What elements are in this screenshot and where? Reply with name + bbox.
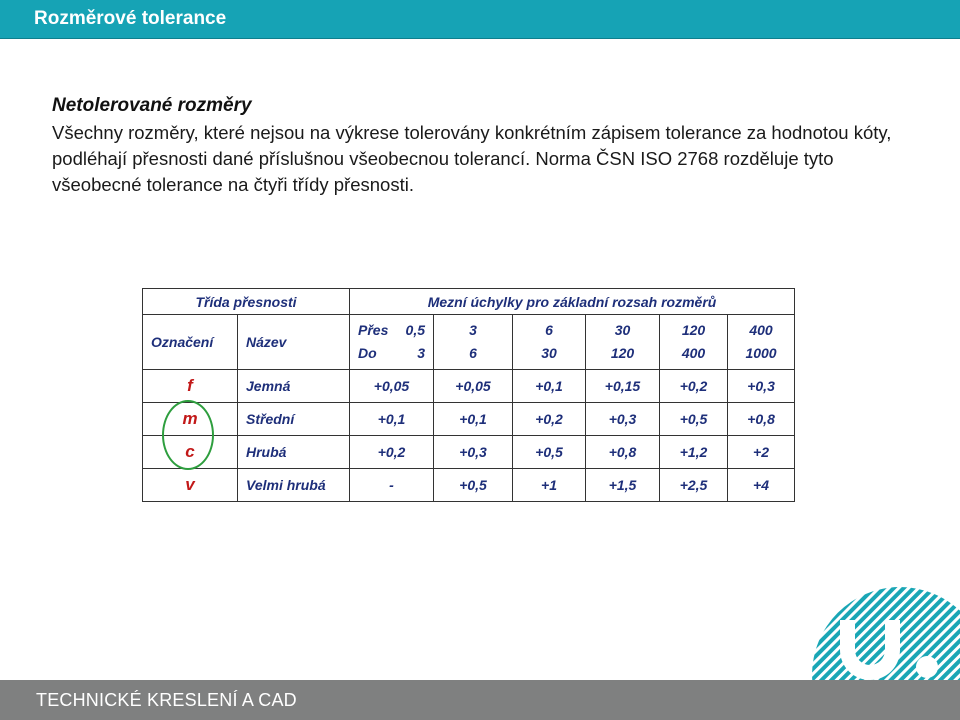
range-to: 1000 <box>745 345 777 361</box>
tolerance-value: +4 <box>728 469 795 502</box>
tolerance-value: +0,2 <box>350 436 434 469</box>
class-name: Velmi hrubá <box>238 469 350 502</box>
range-from: 120 <box>681 322 706 338</box>
tolerance-value: +2 <box>728 436 795 469</box>
header-range: Mezní úchylky pro základní rozsah rozměrů <box>350 289 795 315</box>
table-row <box>143 403 795 436</box>
section-paragraph: Všechny rozměry, které nejsou na výkrese tolerovány konkrétním zápisem tolerance za hodnotou kóty, podléhají přesnosti dané příslušnou všeobecnou tolerancí. Norma ČSN ISO 2768 rozděluje tyto všeobecné tolerance na čtyři třídy přesnosti. <box>52 122 892 195</box>
tolerance-value: +0,3 <box>728 370 795 403</box>
tolerance-value: +1 <box>513 469 586 502</box>
tolerance-value: +0,5 <box>660 403 728 436</box>
tolerance-value: +2,5 <box>660 469 728 502</box>
range-from-label: Přes <box>358 322 389 338</box>
tolerance-value: +0,3 <box>434 436 513 469</box>
range-to: 3 <box>417 345 426 361</box>
highlight-oval <box>162 400 214 470</box>
class-name: Jemná <box>238 370 350 403</box>
range-from: 400 <box>749 322 773 338</box>
tolerance-value: +0,1 <box>513 370 586 403</box>
range-cell <box>728 315 795 370</box>
body-text <box>52 95 912 198</box>
header-class: Třída přesnosti <box>143 289 350 315</box>
footer-text: TECHNICKÉ KRESLENÍ A CAD <box>36 690 297 710</box>
range-from: 0,5 <box>405 322 426 338</box>
header-name: Název <box>238 315 350 370</box>
tolerance-value: +0,2 <box>660 370 728 403</box>
class-code: v <box>143 469 238 502</box>
range-from: 30 <box>614 322 631 338</box>
tolerance-value: +0,8 <box>728 403 795 436</box>
tolerance-value: +0,2 <box>513 403 586 436</box>
range-from: 3 <box>469 322 477 338</box>
class-code: f <box>143 370 238 403</box>
tolerance-value: +0,5 <box>434 469 513 502</box>
range-to: 120 <box>610 345 635 361</box>
range-to-label: Do <box>358 345 377 361</box>
range-cell <box>513 315 586 370</box>
range-cell <box>350 315 434 370</box>
range-cell <box>586 315 660 370</box>
class-code: c <box>143 436 238 469</box>
range-cell <box>660 315 728 370</box>
range-from: 6 <box>545 322 553 338</box>
tolerance-value: +0,5 <box>513 436 586 469</box>
class-name: Hrubá <box>238 436 350 469</box>
tolerance-value: +0,1 <box>434 403 513 436</box>
range-to: 6 <box>469 345 477 361</box>
range-to: 400 <box>681 345 706 361</box>
range-cell <box>434 315 513 370</box>
tolerance-value: - <box>350 469 434 502</box>
tolerance-value: +0,05 <box>434 370 513 403</box>
tolerance-value: +0,3 <box>586 403 660 436</box>
table-row <box>143 469 795 502</box>
page-title: Rozměrové tolerance <box>34 8 227 29</box>
class-code: m <box>143 403 238 436</box>
tolerance-value: +0,05 <box>350 370 434 403</box>
tolerance-value: +0,15 <box>586 370 660 403</box>
table-row <box>143 370 795 403</box>
section-subtitle: Netolerované rozměry <box>52 95 252 116</box>
tolerance-value: +1,5 <box>586 469 660 502</box>
header-designation: Označení <box>143 315 238 370</box>
tolerance-table <box>142 288 795 502</box>
tolerance-value: +0,1 <box>350 403 434 436</box>
tolerance-value: +1,2 <box>660 436 728 469</box>
class-name: Střední <box>238 403 350 436</box>
table-row <box>143 436 795 469</box>
range-to: 30 <box>541 345 557 361</box>
tolerance-value: +0,8 <box>586 436 660 469</box>
